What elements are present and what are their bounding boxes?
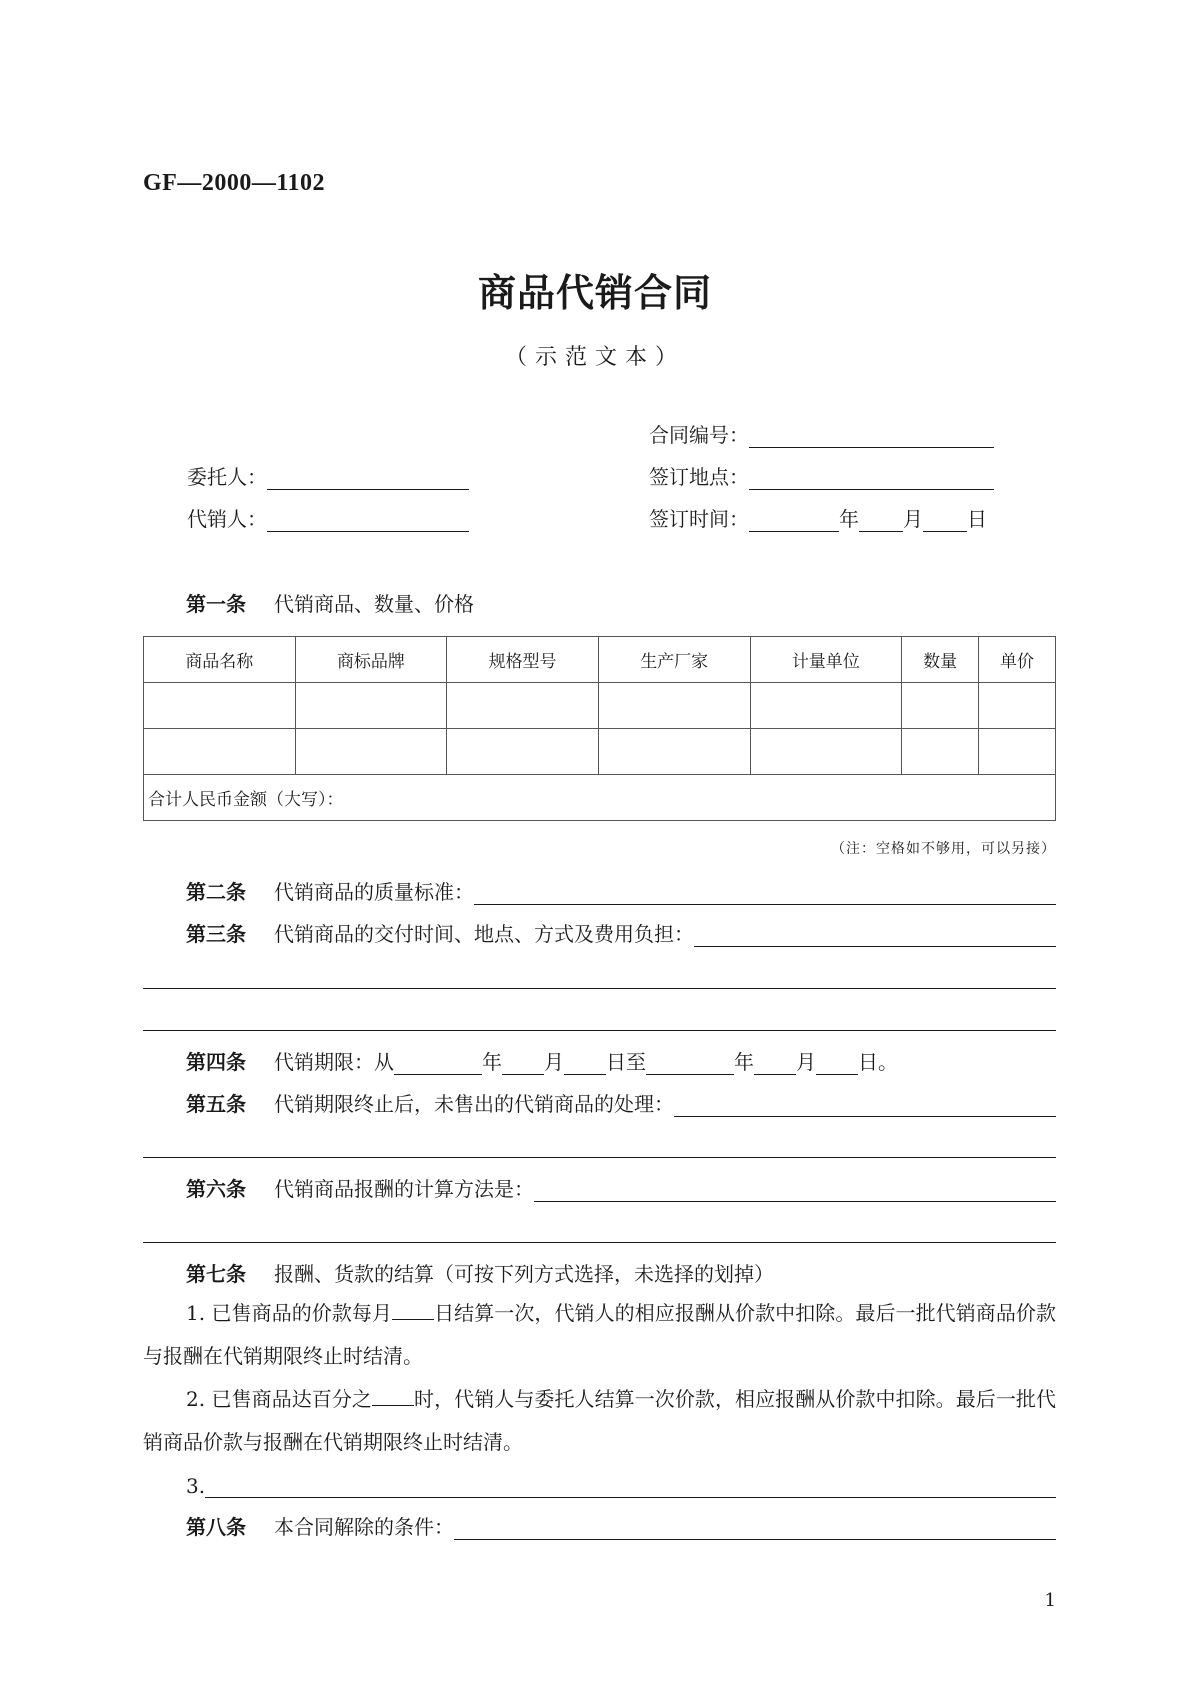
article-3-blank[interactable] [694, 924, 1056, 947]
article-1-text: 代销商品、数量、价格 [274, 592, 474, 616]
article-4 [186, 1045, 1056, 1075]
table-cell[interactable] [979, 683, 1056, 729]
article-4-month-label: 月 [544, 1050, 564, 1074]
article-3-text: 代销商品的交付时间、地点、方式及费用负担： [274, 922, 694, 946]
clause-3-label: 3. [186, 1474, 206, 1498]
table-header-cell: 单价 [979, 637, 1056, 683]
article-6-blank[interactable] [534, 1179, 1056, 1202]
page-subtitle: （示范文本） [504, 345, 685, 370]
agent-field [187, 502, 469, 532]
article-4-to-label: 日至 [606, 1050, 646, 1074]
contract-no-field [649, 418, 994, 448]
table-cell[interactable] [295, 729, 447, 775]
article-8-blank[interactable] [454, 1517, 1056, 1540]
article-5-blank-line[interactable] [143, 1157, 1056, 1158]
clause-3 [186, 1468, 1056, 1498]
table-cell[interactable] [598, 683, 750, 729]
clause-1 [143, 1292, 1056, 1378]
article-4-end-month-blank[interactable] [754, 1052, 796, 1075]
article-4-start-day-blank[interactable] [564, 1052, 606, 1075]
date-label: 签订时间： [649, 507, 749, 531]
agent-blank[interactable] [267, 509, 469, 532]
article-3 [186, 917, 1056, 947]
table-header-cell: 商品名称 [144, 637, 296, 683]
contract-no-label: 合同编号： [649, 423, 749, 447]
clause-2-text-a: 2. 已售商品达百分之 [186, 1387, 372, 1411]
article-2-number: 第二条 [186, 880, 246, 904]
article-2-blank[interactable] [474, 882, 1056, 905]
article-4-number: 第四条 [186, 1050, 246, 1074]
article-8-number: 第八条 [186, 1515, 246, 1539]
table-row [144, 683, 1056, 729]
article-6 [186, 1172, 1056, 1202]
article-1-number: 第一条 [186, 592, 246, 616]
clause-2 [143, 1378, 1056, 1464]
place-field [649, 460, 994, 490]
contract-no-blank[interactable] [749, 425, 994, 448]
principal-field [187, 460, 469, 490]
article-4-start-year-blank[interactable] [394, 1052, 482, 1075]
article-5-text: 代销期限终止后，未售出的代销商品的处理： [274, 1092, 674, 1116]
agent-label: 代销人： [187, 507, 267, 531]
date-day-label: 日 [967, 507, 987, 531]
table-cell[interactable] [979, 729, 1056, 775]
article-4-start-month-blank[interactable] [502, 1052, 544, 1075]
article-5 [186, 1087, 1056, 1117]
article-8 [186, 1510, 1056, 1540]
table-cell[interactable] [447, 683, 599, 729]
article-4-end-day-blank[interactable] [816, 1052, 858, 1075]
clause-1-text-b: 日结算一次，代销人的相应报酬从价款中扣除。最后一批代销商品价款与报酬在代销期限终止时结清。 [143, 1301, 1056, 1368]
table-cell[interactable] [144, 683, 296, 729]
article-5-number: 第五条 [186, 1092, 246, 1116]
document-code: GF—2000—1102 [143, 170, 326, 196]
table-header-row [144, 637, 1056, 683]
date-year-label: 年 [839, 507, 859, 531]
table-cell[interactable] [902, 683, 979, 729]
principal-blank[interactable] [267, 467, 469, 490]
table-header-cell: 规格型号 [447, 637, 599, 683]
table-header-cell: 商标品牌 [295, 637, 447, 683]
table-cell[interactable] [598, 729, 750, 775]
article-3-blank-line[interactable] [143, 988, 1056, 989]
table-header-cell: 数量 [902, 637, 979, 683]
date-month-blank[interactable] [859, 509, 903, 532]
principal-label: 委托人： [187, 465, 267, 489]
place-blank[interactable] [749, 467, 994, 490]
clause-2-percent-blank[interactable] [372, 1385, 414, 1406]
article-2 [186, 875, 1056, 905]
goods-table [143, 636, 1056, 821]
table-note: （注：空格如不够用，可以另接） [831, 841, 1056, 857]
article-2-text: 代销商品的质量标准： [274, 880, 474, 904]
article-4-year-label: 年 [482, 1050, 502, 1074]
article-7 [186, 1257, 1056, 1287]
article-6-blank-line[interactable] [143, 1242, 1056, 1243]
table-total-row [144, 775, 1056, 821]
article-6-number: 第六条 [186, 1177, 246, 1201]
page-number: 1 [1044, 1590, 1056, 1611]
table-cell[interactable] [447, 729, 599, 775]
article-4-text: 代销期限：从 [274, 1050, 394, 1074]
table-row [144, 729, 1056, 775]
article-8-text: 本合同解除的条件： [274, 1515, 454, 1539]
article-7-number: 第七条 [186, 1262, 246, 1286]
article-4-year-label: 年 [734, 1050, 754, 1074]
date-field [649, 502, 987, 532]
article-4-end-label: 日。 [858, 1050, 898, 1074]
table-cell[interactable] [144, 729, 296, 775]
clause-2-text-b: 时，代销人与委托人结算一次价款，相应报酬从价款中扣除。最后一批代销商品价款与报酬在代销期限终止时结清。 [143, 1387, 1056, 1454]
clause-1-text-a: 1. 已售商品的价款每月 [186, 1301, 393, 1325]
date-month-label: 月 [903, 507, 923, 531]
article-4-month-label: 月 [796, 1050, 816, 1074]
page-title: 商品代销合同 [477, 271, 712, 315]
table-total-cell[interactable]: 合计人民币金额（大写）： [144, 775, 1056, 821]
article-4-end-year-blank[interactable] [646, 1052, 734, 1075]
article-3-blank-line[interactable] [143, 1030, 1056, 1031]
place-label: 签订地点： [649, 465, 749, 489]
article-1 [186, 587, 1056, 617]
article-3-number: 第三条 [186, 922, 246, 946]
article-7-text: 报酬、货款的结算（可按下列方式选择，未选择的划掉） [274, 1262, 774, 1286]
date-day-blank[interactable] [923, 509, 967, 532]
table-cell[interactable] [750, 729, 902, 775]
article-5-blank[interactable] [674, 1094, 1056, 1117]
article-6-text: 代销商品报酬的计算方法是： [274, 1177, 534, 1201]
clause-1-day-blank[interactable] [392, 1299, 434, 1320]
table-cell[interactable] [295, 683, 447, 729]
table-cell[interactable] [902, 729, 979, 775]
clause-3-blank[interactable] [205, 1475, 1056, 1498]
table-cell[interactable] [750, 683, 902, 729]
table-header-cell: 生产厂家 [598, 637, 750, 683]
date-year-blank[interactable] [749, 509, 839, 532]
table-header-cell: 计量单位 [750, 637, 902, 683]
